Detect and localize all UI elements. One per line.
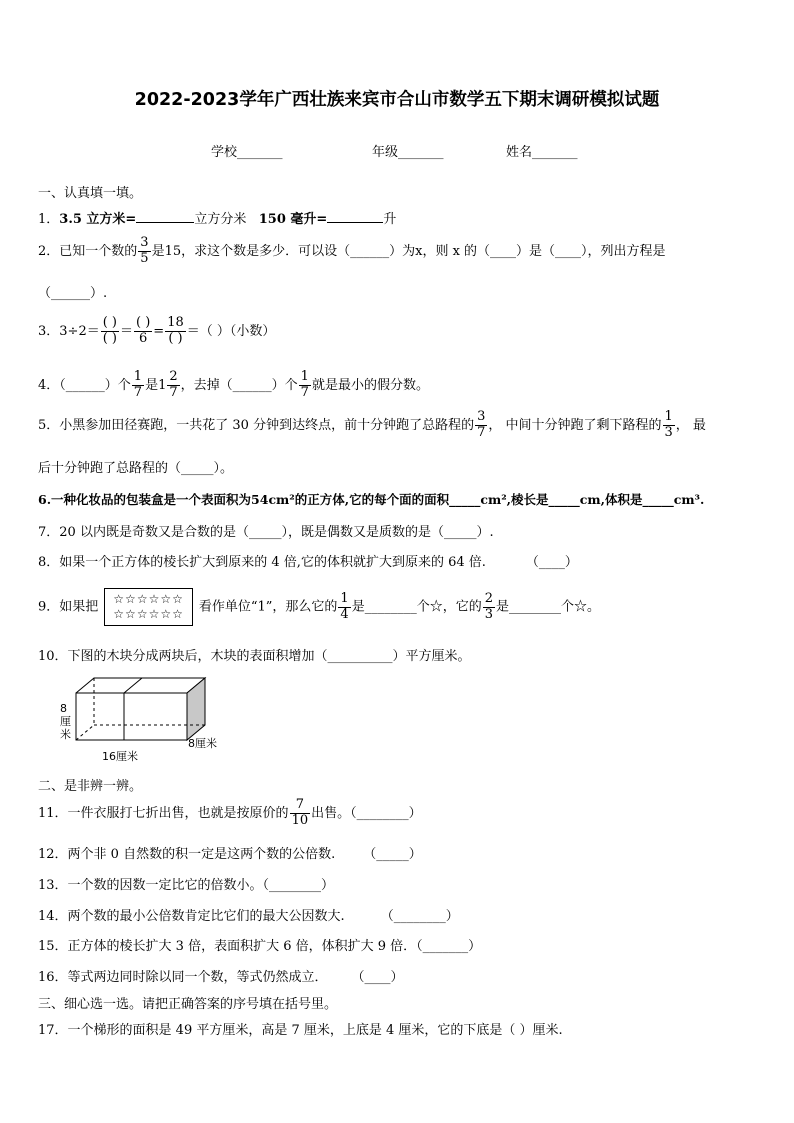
q11-number: 11． [38,805,68,821]
q5-frac2-den: 3 [664,424,673,440]
q3-text-a: 3÷2＝ [59,323,100,339]
q3-frac1-num: ( ) [102,315,117,330]
q9-number: 9． [38,599,60,615]
q9-frac2-num: 2 [484,590,493,606]
height-label [60,702,71,741]
q1-blank-1 [136,210,194,223]
height-label-1: 8 [60,702,67,715]
length-label: 16厘米 [102,750,138,763]
q3-frac2-num: ( ) [136,315,151,330]
question-11 [38,798,422,829]
question-10: 10．下图的木块分成两块后，木块的表面积增加（__________）平方厘米。 [38,649,471,664]
q5-text-b: ， 中间十分钟跑了剩下路程的 [488,417,662,433]
q9-text-a: 如果把 [59,599,99,615]
q2-text-a: 已知一个数的 [59,243,138,259]
q5-frac1-num: 3 [477,409,486,424]
width-label: 8厘米 [188,737,217,750]
grade-field [372,141,444,160]
q4-frac2-den: 7 [169,384,178,400]
cuboid-diagram [56,672,226,768]
q3-frac-1 [101,316,119,347]
question-2 [38,236,666,267]
height-label-2: 厘 [60,715,71,728]
q11-text-b: 出售。（________） [311,805,422,821]
q4-frac3-den: 7 [300,384,309,400]
q3-tail: ＝（ ）（小数） [186,323,276,339]
q11-frac-den: 10 [291,812,309,828]
q9-text-c: 是________个☆，它的 [351,599,482,615]
q5-text-c: ， 最 [675,417,706,433]
page-title: 2022-2023学年广西壮族来宾市合山市数学五下期末调研模拟试题 [134,90,660,110]
q1-number: 1． [38,212,60,227]
q5-frac1-den: 7 [477,424,486,440]
q5-frac-2 [663,410,675,441]
q4-frac2-num: 2 [169,369,178,384]
q11-frac-num: 7 [290,798,311,814]
grade-label: 年级 [372,145,399,160]
question-6: 6.一种化妆品的包装盒是一个表面积为54cm²的正方体,它的每个面的面积_____cm²,棱长是_____cm,体积是_____cm³. [38,492,705,507]
name-blank: _______ [532,145,578,160]
q9-frac-2 [483,592,495,623]
q4-frac1-num: 1 [133,369,143,384]
school-field [211,141,283,160]
height-label-3: 米 [60,728,71,741]
q1-text-a: 3.5 立方米= [59,212,137,227]
q1-blank-2 [327,210,383,223]
q9-frac1-den: 4 [340,606,349,622]
question-9 [38,588,600,626]
question-5 [38,410,706,441]
q9-frac2-den: 3 [484,606,493,622]
section-heading-3: 三、细心选一选。请把正确答案的序号填在括号里。 [38,997,338,1012]
q5-frac2-num: 1 [664,409,673,424]
question-13: 13．一个数的因数一定比它的倍数小。（________） [38,878,335,893]
q16-text: 16．等式两边同时除以同一个数，等式仍然成立． [38,970,328,985]
question-12 [38,843,422,862]
q4-frac-3 [299,370,311,401]
name-label: 姓名 [506,145,533,160]
section-heading-1: 一、认真填一填。 [38,186,143,201]
star-box [104,588,193,626]
front-face [76,693,187,740]
hidden-edge-diagonal [76,725,94,740]
q16-blank: （____） [351,970,404,985]
q5-number: 5． [38,417,60,433]
q1-text-d: 升 [383,212,397,227]
question-15: 15．正方体的棱长扩大 3 倍，表面积扩大 6 倍，体积扩大 9 倍．（_______） [38,939,482,954]
name-field [506,141,578,160]
q3-frac3-num: 18 [167,315,184,330]
grade-blank: _______ [398,145,444,160]
q5-text-a: 小黑参加田径赛跑，一共花了 30 分钟到达终点，前十分钟跑了总路程的 [59,417,475,433]
q3-eq-1: ＝ [120,323,134,339]
question-17: 17．一个梯形的面积是 49 平方厘米，高是 7 厘米，上底是 4 厘米，它的下底是（ ）厘米. [38,1023,563,1038]
question-4 [38,370,429,401]
question-3 [38,316,275,347]
q1-text-c: 150 毫升= [258,212,328,227]
question-7: 7．20 以内既是奇数又是合数的是（_____），既是偶数又是质数的是（_____）. [38,525,494,540]
q3-frac-2 [134,316,152,347]
q2-text-b: 是15，求这个数是多少．可以设（______）为x，则 x 的（____）是（____），列出方程是 [151,243,666,259]
question-14 [38,905,459,924]
top-face [76,678,205,693]
question-2-cont: （______）. [38,286,108,301]
q14-text: 14．两个数的最小公倍数肯定比它们的最大公因数大. [38,909,345,924]
q5-frac-1 [475,410,487,441]
star-row-2: ☆☆☆☆☆☆ [113,607,184,621]
q3-number: 3． [38,323,60,339]
q4-frac1-den: 7 [133,384,143,400]
right-face [187,678,205,740]
q4-frac-1 [132,370,144,401]
question-8 [38,551,578,570]
q2-frac-num: 3 [140,235,149,250]
cut-line-top [124,678,142,693]
q4-text-a: （______）个 [59,377,131,393]
question-1 [38,208,396,227]
q1-text-b: 立方分米 [194,212,247,227]
q14-blank: （________） [380,909,459,924]
q3-frac2-den: 6 [139,330,148,346]
school-blank: _______ [237,145,283,160]
q4-text-c: ，去掉（______）个 [180,377,298,393]
q4-number: 4． [38,377,60,393]
q8-text: 8．如果一个正方体的棱长扩大到原来的 4 倍,它的体积就扩大到原来的 64 倍. [38,555,486,570]
q4-frac3-num: 1 [300,369,309,384]
q9-frac-1 [338,592,350,623]
q4-mixed-whole: 1 [158,377,167,393]
q11-text-a: 一件衣服打七折出售，也就是按原价的 [67,805,289,821]
q4-frac-2 [167,370,179,401]
q9-text-b: 看作单位“1”，那么它的 [198,599,338,615]
q8-blank: （____） [525,555,578,570]
q3-frac3-den: ( ) [168,330,183,346]
question-16 [38,966,404,985]
q3-frac1-den: ( ) [102,330,117,346]
q3-frac-3 [165,316,186,347]
star-row-1: ☆☆☆☆☆☆ [113,592,184,606]
q2-frac-den: 5 [140,250,149,266]
q4-text-b: 是 [145,377,159,393]
q9-frac1-num: 1 [340,590,349,606]
school-label: 学校 [211,145,238,160]
question-5-cont: 后十分钟跑了总路程的（_____）。 [38,461,234,476]
q4-text-d: 就是最小的假分数。 [311,377,429,393]
q11-fraction [290,798,311,829]
wood-block-figure [56,672,226,772]
q12-text: 12．两个非 0 自然数的积一定是这两个数的公倍数. [38,847,336,862]
section-heading-2: 二、是非辨一辨。 [38,779,143,794]
q2-number: 2． [38,243,60,259]
q9-text-d: 是________个☆。 [496,599,601,615]
q12-blank: （_____） [363,847,422,862]
q2-fraction [138,236,150,267]
q3-eq-2: = [153,323,165,339]
